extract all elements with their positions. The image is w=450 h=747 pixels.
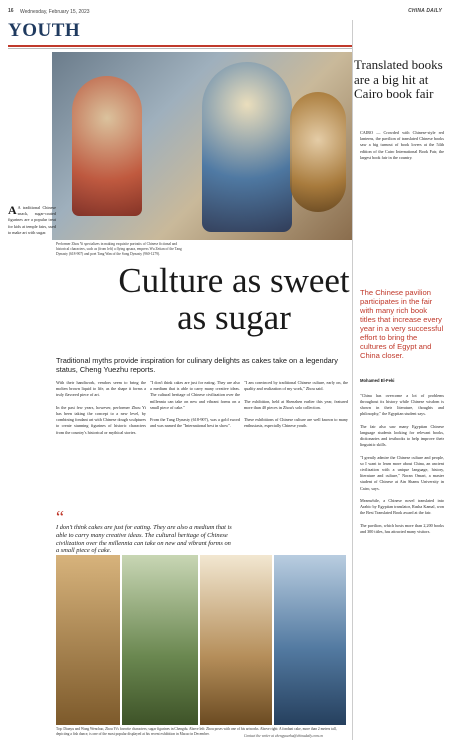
sidebar-body-2-text: "China has overcome a lot of problems throughout its history while Chinese wisdom is shown in their literature, thoughts and philosophy," the Egyptian student says. The fair also saw many Egyptian Chinese language students looking for relevant books, dictionaries and textbooks to help improve their linguistic skills. "I greatly admire the Chinese culture and people, so I want to learn more about China, an ancient civilization with a unique language, history, literature and culture," Noran Omari, a master student of Chinese at Ain Shams University in Cairo, says. Meanwhile, a Chinese novel translated into Arabic by Egyptian translator, Rasha Kamal, won the Best Translated Book award at the fair. The pavilion, which hosts more than 2,200 books and 300 titles, has attracted many visitors. <box>360 392 444 535</box>
lead-photo <box>52 52 352 240</box>
photo-strip <box>56 555 346 725</box>
story-column-4: "I am convinced by traditional Chinese culture, early on, the quality and realization of my work," Zhou said. The exhibition, held at Shenzhen earlier this year, featured more than 40 pieces in Zhou's solo collection. These exhibitions of Chinese culture are well known to many enthusiasts, especially Chinese youth. <box>244 380 348 429</box>
section-title: YOUTH <box>8 20 81 41</box>
strip-photo-1 <box>56 555 120 725</box>
column-divider <box>352 20 353 740</box>
contact-line: Contact the writer at chengyuezhu@chinadaily.com.cn <box>244 734 323 738</box>
figurine-empress <box>202 62 292 232</box>
page-header <box>8 7 442 17</box>
story-column-3: "I don't think cakes are just for eating. They are also a medium that is able to carry many creative ideas. The cultural heritage of Chinese civilization over the millennia can take on new and vibrant forms on a small piece of cake." From the Tang Dynasty (618-907), was a gold sword and was named the "International best in show". <box>150 380 240 429</box>
quote-mark-icon: “ <box>56 507 64 527</box>
story-column-1-text: A traditional Chinese snack, sugar-coated figurines are a popular treat for kids at temple fairs, used to make art with sugar. <box>8 205 56 235</box>
pull-quote-text: I don't think cakes are just for eating. They are also a medium that is able to carry many creative ideas. The cultural heritage of Chinese civilization over the millennia can take on new and vibrant forms on a small piece of cake. <box>56 524 232 555</box>
strip-photo-2 <box>122 555 198 725</box>
story-column-1 <box>8 205 56 236</box>
sidebar-pull-quote: The Chinese pavilion participates in the fair with many rich book titles that increase every year in a very successful effort to bring the cultures of Egypt and China closer. <box>360 288 444 360</box>
story-column-2: With their handiwork, vendors seem to bring the molten brown liquid to life, as the shape it forms a truly flavored piece of art. In the past few years, however, performer Zhou Yi has been taking the concept to a new level, by combining fondant art with Chinese dough sculptures to create stunning figurines of historic characters from the country's historical or mythical stories. <box>56 380 146 435</box>
publication-logo: CHINA DAILY <box>408 8 442 14</box>
section-rule <box>8 45 352 47</box>
sidebar-pull-attribution: Mohamed El-Feki <box>360 378 395 384</box>
strip-photo-4 <box>274 555 346 725</box>
sidebar-headline: Translated books are a big hit at Cairo book fair <box>354 57 443 101</box>
photo-strip-caption: Top: Dianyu and Wang Wenchao, Zhou Yi's favorite characters; sugar figurines in Chengdu. Above left: Zhou poses with one of his artworks. Above right: A fondant cake, more than 2 meters tall, depicting a fish dance, is one of the most popular displayed at his recent exhibition in Macao in December. <box>56 727 337 736</box>
headline: Culture as sweet as sugar <box>118 261 350 337</box>
lead-photo-caption: Performer Zhou Yi specializes in making exquisite portraits of Chinese fictional and historical characters, such as (from left) a flying apsara, empress Wu Zetian of the Tang Dynasty (618-907) and poet Tang Wan of the Song Dynasty (960-1279). <box>56 242 182 256</box>
strip-photo-3 <box>200 555 272 725</box>
figurine-flying-apsara <box>72 76 142 216</box>
sidebar-body-2 <box>360 372 444 541</box>
sidebar-body-1: CAIRO — Crowded with Chinese-style red lanterns, the pavilion of translated Chinese books saw a big turnout of book lovers at the 54th edition of the Cairo International Book Fair, the largest book fair in the country. <box>360 130 444 160</box>
section-rule-thin <box>8 48 352 49</box>
deck: Traditional myths provide inspiration for culinary delights as cakes take on a legendary status, Cheng Yuezhu reports. <box>56 356 338 375</box>
page-number: 16 <box>8 8 14 14</box>
issue-date: Wednesday, February 15, 2023 <box>20 9 90 15</box>
drop-cap: A <box>8 203 17 217</box>
figurine-poet <box>290 92 346 212</box>
